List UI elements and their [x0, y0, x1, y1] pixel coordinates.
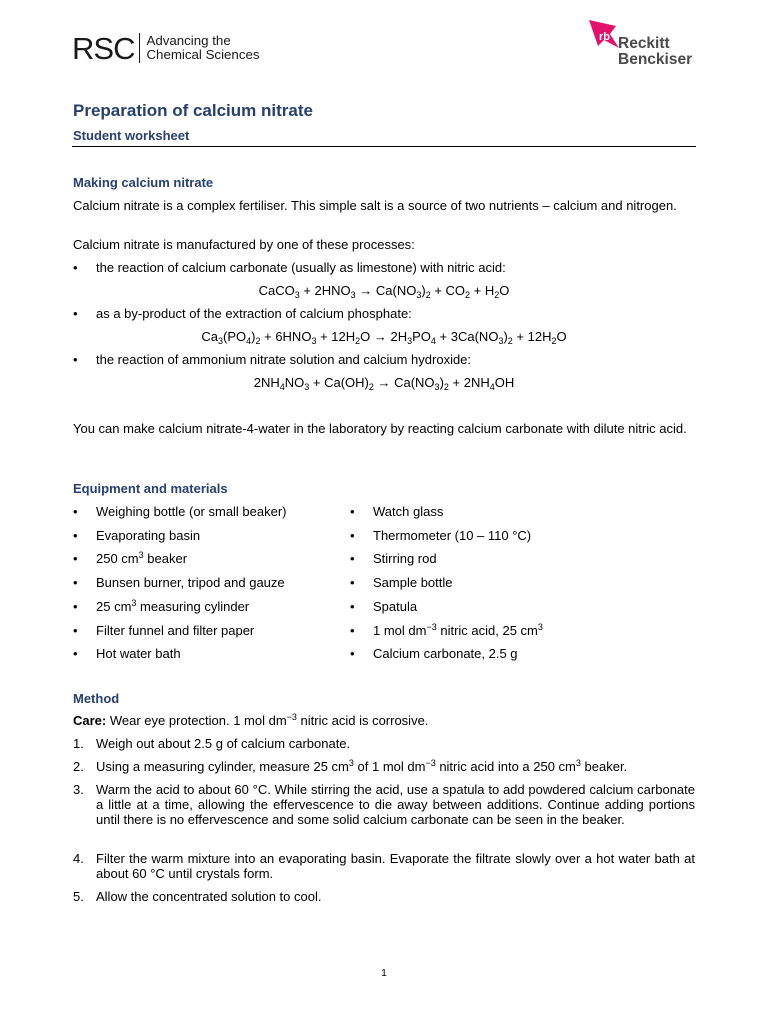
bullet: •	[73, 599, 78, 614]
equation-1	[73, 283, 695, 298]
bullet: •	[73, 646, 78, 661]
equipment-item-left-1: Weighing bottle (or small beaker)	[96, 504, 287, 519]
rb-line-1: Reckitt	[618, 35, 670, 52]
bullet: •	[350, 623, 355, 638]
step-number: 4.	[73, 851, 84, 866]
equation-3-text: $2NH_4NO_3 + Ca(OH)_2 \to Ca(NO_3)_2 + 2NH_4OH$	[253, 375, 515, 392]
step-number: 3.	[73, 782, 84, 797]
equipment-item-right-6: 1 mol $dm^{-3}$ nitric acid, 25 $cm^3$	[373, 622, 543, 638]
equation-2	[73, 329, 695, 344]
rb-wordmark	[618, 36, 692, 68]
step-number: 5.	[73, 889, 84, 904]
equipment-item-left-3: 250 $cm^3$ beaker	[96, 550, 188, 566]
equipment-item-right-5: Spatula	[373, 599, 418, 614]
method-step-3: Warm the acid to about 60 °C. While stirring the acid, use a spatula to add powdered calcium carbonate a little at a time, allowing the effervescence to die away between additions. Continue adding portions until there is no effervescence and some solid calcium carbonate can be seen in the beaker.	[96, 782, 695, 827]
bullet: •	[73, 260, 78, 275]
bullet: •	[350, 575, 355, 590]
equipment-item-left-6: Filter funnel and filter paper	[96, 623, 255, 638]
bullet: •	[73, 352, 78, 367]
equation-1-text: CaCO$_3$ + $2HNO_3 \to Ca(NO_3)_2 + CO_2 + H_2O$	[258, 283, 510, 300]
bullet: •	[73, 306, 78, 321]
bullet: •	[73, 575, 78, 590]
step-number: 2.	[73, 759, 84, 774]
rsc-tagline	[146, 34, 259, 63]
bullet: •	[350, 646, 355, 661]
lab-paragraph: You can make calcium nitrate-4-water in the laboratory by reacting calcium carbonate with dilute nitric acid.	[73, 421, 687, 436]
process-bullet-2: as a by-product of the extraction of calcium phosphate:	[96, 306, 412, 321]
process-bullet-1: the reaction of calcium carbonate (usually as limestone) with nitric acid:	[96, 260, 506, 275]
bullet: •	[73, 551, 78, 566]
bullet: •	[350, 599, 355, 614]
bullet: •	[73, 528, 78, 543]
method-step-2: Using a measuring cylinder, measure 25 $cm^3$ of 1 mol $dm^{-3}$ nitric acid into a 250 $cm^3$ beaker.	[96, 758, 628, 774]
rsc-tagline-line-1: Advancing the	[146, 32, 231, 48]
page-subtitle: Student worksheet	[73, 128, 190, 143]
equipment-item-left-7: Hot water bath	[96, 646, 181, 661]
care-label: Care:	[73, 713, 107, 728]
section-heading-making: Making calcium nitrate	[73, 175, 214, 190]
section-heading-equipment: Equipment and materials	[73, 481, 228, 496]
page-number: 1	[381, 968, 387, 979]
section-heading-method: Method	[73, 691, 120, 706]
equation-3	[73, 375, 695, 390]
equipment-item-right-7: Calcium carbonate, 2.5 g	[373, 646, 518, 661]
processes-paragraph: Calcium nitrate is manufactured by one of these processes:	[73, 237, 415, 252]
logo-divider	[139, 33, 140, 63]
care-text: Wear eye protection. 1 mol $dm^{-3}$ nitric acid is corrosive.	[109, 712, 429, 728]
rsc-mark: RSC	[72, 30, 135, 66]
bullet: •	[73, 623, 78, 638]
reckitt-benckiser-logo	[586, 18, 706, 70]
page-title: Preparation of calcium nitrate	[73, 101, 313, 120]
equipment-item-right-3: Stirring rod	[373, 551, 437, 566]
equipment-item-left-4: Bunsen burner, tripod and gauze	[96, 575, 285, 590]
rb-line-2: Benckiser	[618, 51, 693, 68]
equipment-item-left-2: Evaporating basin	[96, 528, 201, 543]
equation-2-text: $Ca_3(PO_4)_2 + 6HNO_3 + 12H_2O \to 2H_3PO_4 + 3Ca(NO_3)_2 + 12H_2O$	[201, 329, 567, 346]
rsc-logo	[72, 30, 260, 66]
title-divider	[72, 146, 696, 147]
bullet: •	[350, 504, 355, 519]
process-bullet-3: the reaction of ammonium nitrate solution and calcium hydroxide:	[96, 352, 472, 367]
equipment-item-right-4: Sample bottle	[373, 575, 453, 590]
care-note	[73, 713, 695, 728]
bullet: •	[350, 528, 355, 543]
intro-paragraph: Calcium nitrate is a complex fertiliser. This simple salt is a source of two nutrients – calcium and nitrogen.	[73, 198, 677, 213]
equipment-item-right-1: Watch glass	[373, 504, 444, 519]
bullet: •	[350, 551, 355, 566]
method-step-4: Filter the warm mixture into an evaporating basin. Evaporate the filtrate slowly over a hot water bath at about 60 °C until crystals form.	[96, 851, 695, 881]
rb-mark: rb	[599, 31, 610, 43]
equipment-item-left-5: 25 $cm^3$ measuring cylinder	[96, 598, 250, 614]
rsc-tagline-line-2: Chemical Sciences	[146, 47, 260, 62]
method-step-5: Allow the concentrated solution to cool.	[96, 889, 322, 904]
bullet: •	[73, 504, 78, 519]
equipment-item-right-2: Thermometer (10 – 110 °C)	[373, 528, 532, 543]
method-step-1: Weigh out about 2.5 g of calcium carbonate.	[96, 736, 351, 751]
step-number: 1.	[73, 736, 84, 751]
